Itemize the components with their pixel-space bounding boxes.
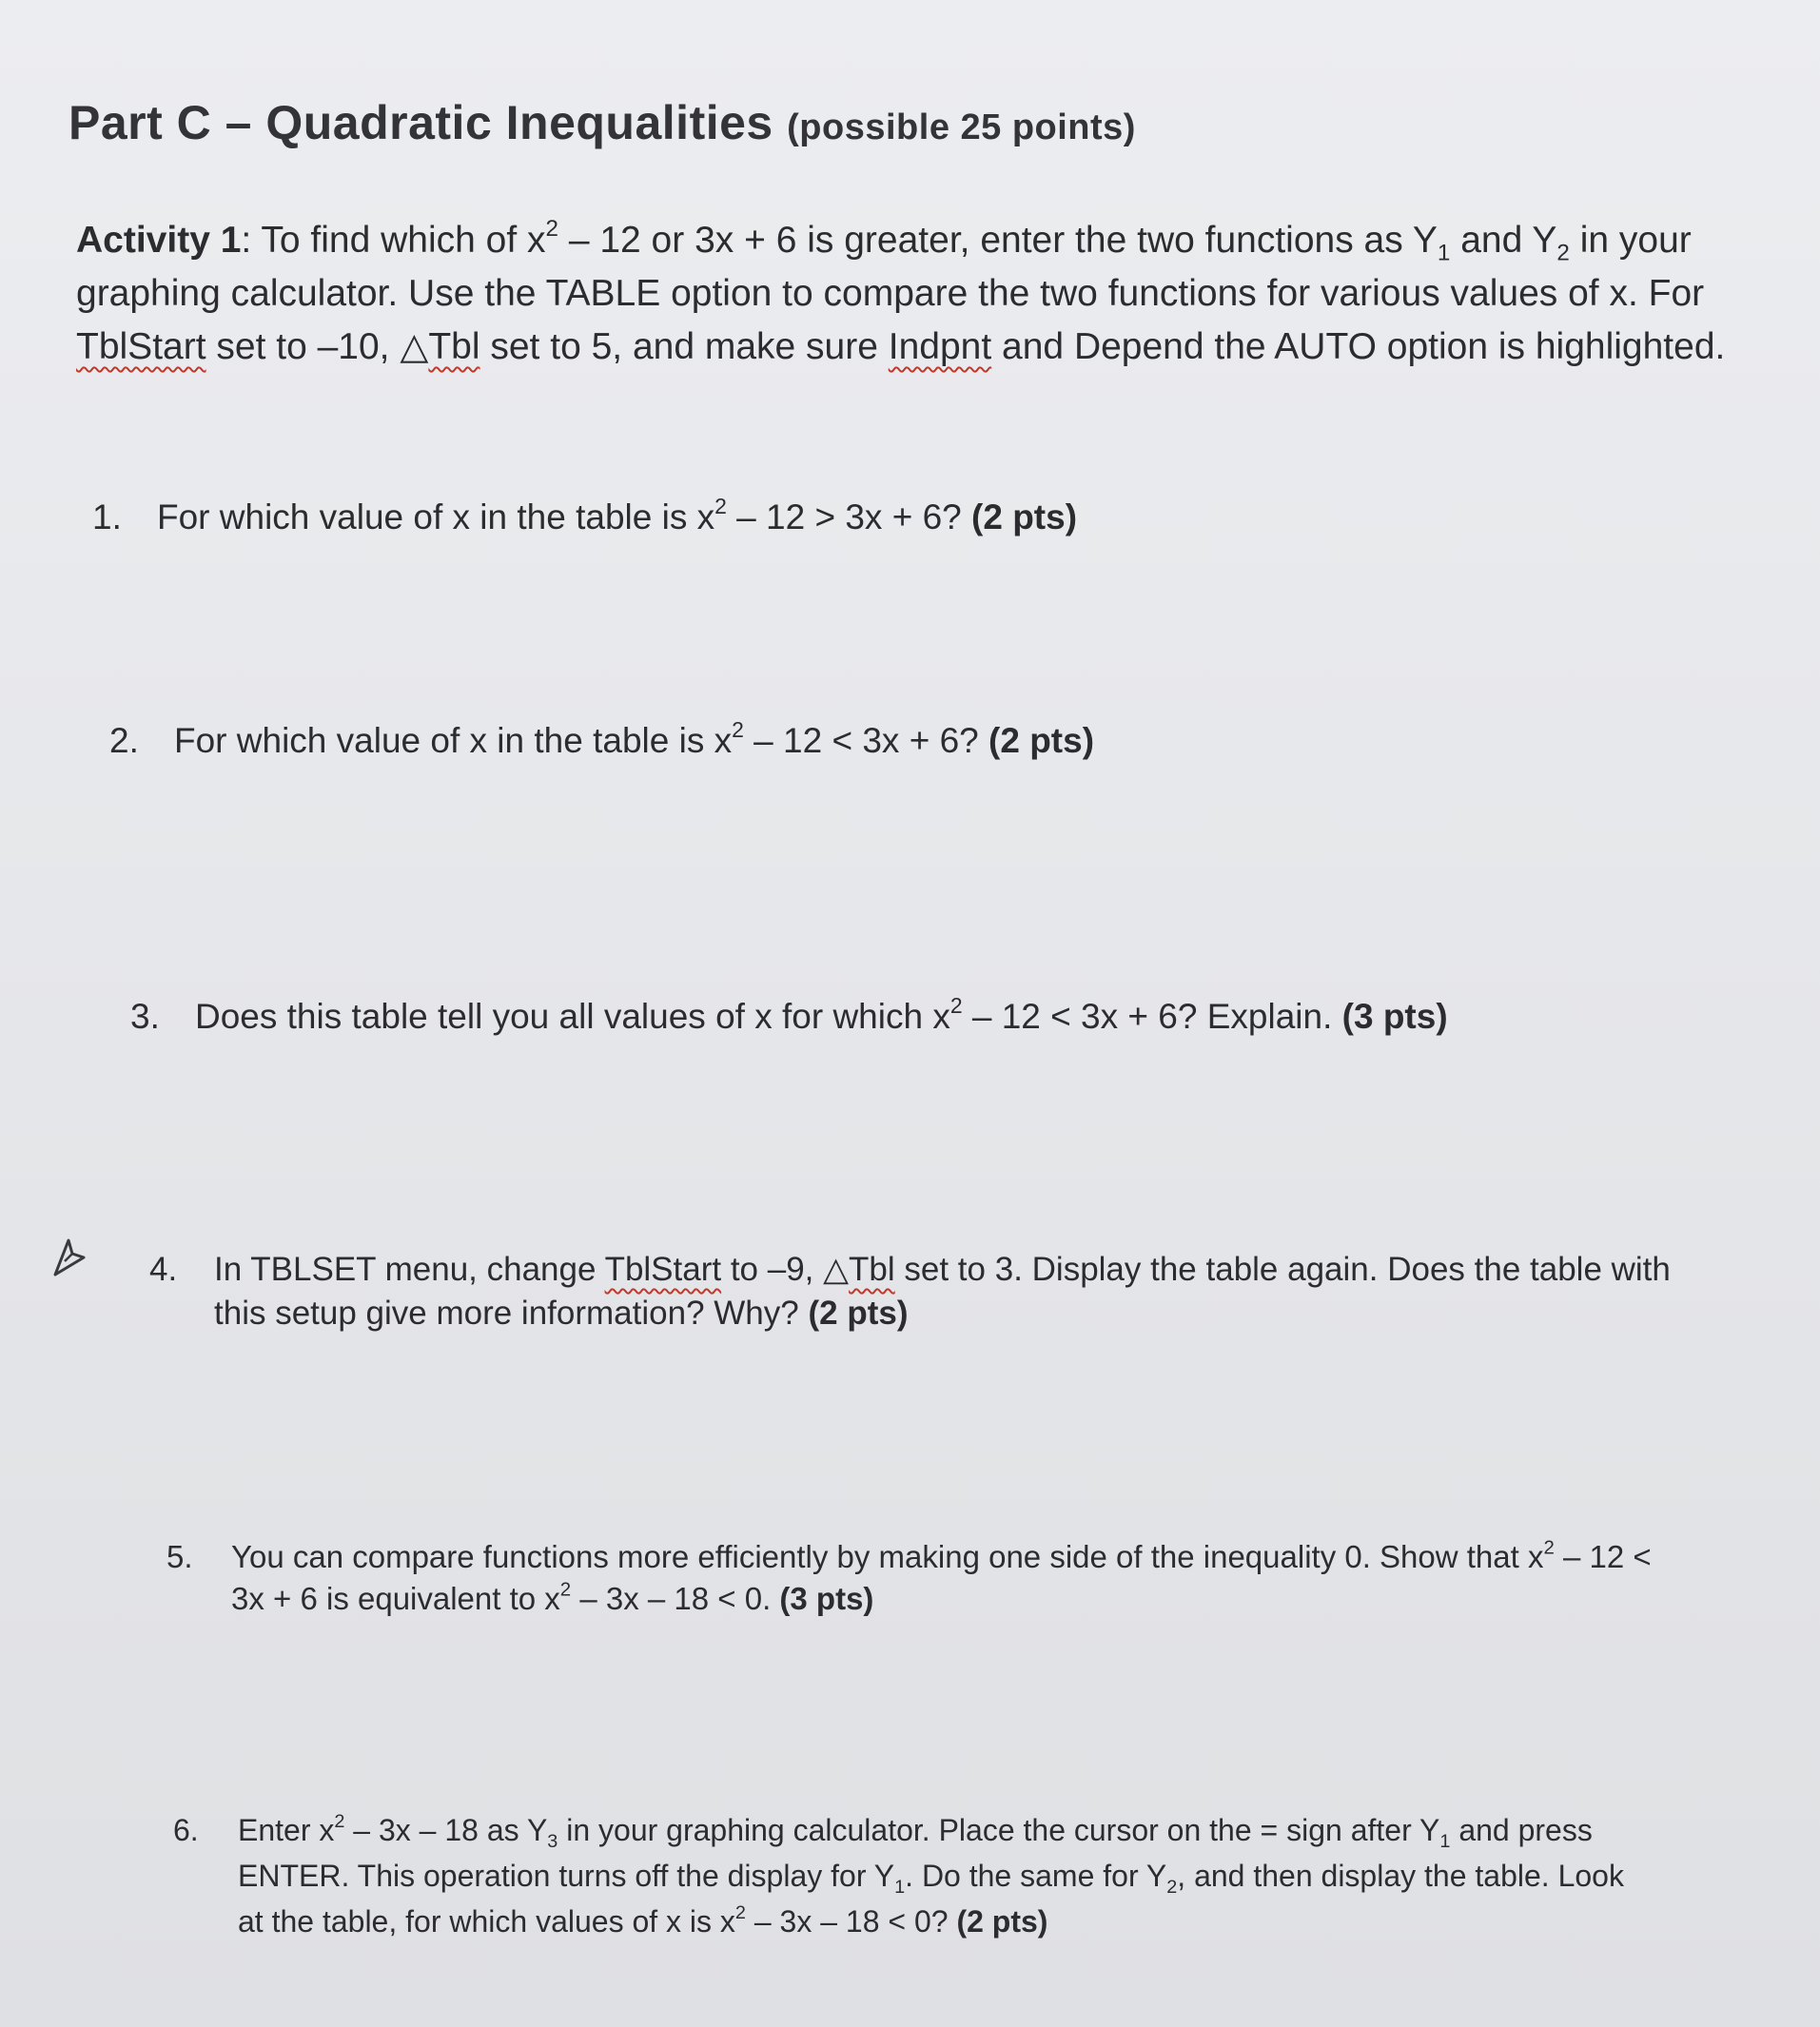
intro-text-1: : To find which of x — [241, 220, 546, 261]
question-6-subscript-2: 2 — [1166, 1876, 1178, 1898]
question-3-exponent: 2 — [949, 992, 963, 1018]
question-2-number: 2. — [109, 721, 139, 760]
question-2-exponent: 2 — [732, 716, 744, 742]
intro-tbl: Tbl — [428, 326, 480, 367]
title-points: (possible 25 points) — [787, 107, 1136, 147]
activity-label: Activity 1 — [76, 220, 242, 261]
question-6-text-a: Enter x — [238, 1813, 335, 1847]
question-6-subscript-1b: 1 — [894, 1876, 906, 1898]
question-6-text-f: , and then display the table. Look at the table, for which values of x is x — [238, 1859, 1624, 1939]
question-4-text-b: to –9, △ — [721, 1251, 850, 1288]
question-3-text-a: Does this table tell you all values of x for which x — [195, 997, 950, 1036]
intro-text-3: and Y — [1450, 220, 1557, 261]
question-1-text-a: For which value of x in the table is x — [157, 497, 715, 536]
question-4 — [149, 1248, 1698, 1335]
question-3 — [130, 992, 1793, 1040]
intro-indpnt: Indpnt — [888, 326, 992, 367]
question-1-text-b: – 12 > 3x + 6? — [726, 497, 962, 536]
question-3-text-b: – 12 < 3x + 6? Explain. — [962, 997, 1333, 1036]
question-4-tblstart: TblStart — [604, 1251, 722, 1288]
intro-exponent: 2 — [545, 216, 558, 243]
question-5-number: 5. — [166, 1539, 193, 1574]
question-2-text-b: – 12 < 3x + 6? — [743, 721, 979, 760]
question-2-points: (2 pts) — [988, 721, 1095, 760]
question-1-exponent: 2 — [714, 493, 727, 518]
question-1-number: 1. — [92, 497, 122, 536]
question-1 — [92, 493, 1774, 540]
question-6-text-c: in your graphing calculator. Place the cursor on the = sign after Y — [558, 1813, 1440, 1847]
question-5 — [166, 1536, 1658, 1620]
question-5-text-a: You can compare functions more efficiently by making one side of the inequality 0. Show that x — [231, 1539, 1544, 1574]
question-4-points: (2 pts) — [808, 1295, 909, 1332]
question-6-text-g: – 3x – 18 < 0? — [745, 1904, 949, 1939]
question-2-text-a: For which value of x in the table is x — [174, 721, 733, 760]
question-4-text-a: In TBLSET menu, change — [214, 1251, 605, 1288]
question-5-text-b: – 12 < 3x + 6 is equivalent to x — [231, 1539, 1652, 1616]
question-4-number: 4. — [149, 1251, 178, 1288]
question-5-points: (3 pts) — [779, 1581, 874, 1616]
question-6-text-b: – 3x – 18 as Y — [344, 1813, 548, 1847]
question-2 — [109, 716, 1782, 764]
page-title — [68, 95, 1136, 150]
question-3-points: (3 pts) — [1341, 997, 1448, 1036]
question-4-text-c: set to 3. Display the table again. Does the table with this setup give more information? Why? — [214, 1251, 1671, 1332]
question-4-tbl: Tbl — [849, 1251, 895, 1288]
question-6-subscript-1: 1 — [1439, 1830, 1451, 1852]
question-5-exponent-1: 2 — [1543, 1536, 1555, 1559]
question-6-points: (2 pts) — [956, 1904, 1048, 1939]
question-6-exponent-1: 2 — [334, 1811, 345, 1833]
intro-text-2: – 12 or 3x + 6 is greater, enter the two functions as Y — [558, 220, 1438, 261]
intro-subscript-1: 1 — [1437, 240, 1451, 266]
intro-text-4: in your graphing calculator. Use the TABLE option to compare the two functions for various values of x. For — [76, 220, 1705, 314]
question-6-text-d: and press ENTER. This operation turns off the display for Y — [238, 1813, 1593, 1893]
question-5-text-c: – 3x – 18 < 0. — [571, 1581, 772, 1616]
question-6-number: 6. — [173, 1813, 199, 1847]
question-3-number: 3. — [130, 997, 160, 1036]
question-6-subscript-3: 3 — [547, 1830, 558, 1852]
question-1-points: (2 pts) — [971, 497, 1078, 536]
question-6 — [173, 1807, 1646, 1944]
intro-text-6: set to 5, and make sure — [479, 326, 889, 367]
question-6-text-e: . Do the same for Y — [905, 1859, 1167, 1893]
mouse-pointer-icon — [49, 1237, 88, 1278]
intro-text-7: and Depend the AUTO option is highlighted. — [991, 326, 1726, 367]
intro-subscript-2: 2 — [1556, 240, 1570, 266]
question-5-exponent-2: 2 — [559, 1578, 572, 1601]
intro-text-5: set to –10, △ — [205, 326, 429, 367]
intro-tblstart: TblStart — [76, 326, 206, 367]
question-6-exponent-2: 2 — [734, 1902, 746, 1924]
title-main: Part C – Quadratic Inequalities — [68, 96, 773, 149]
activity-intro — [76, 214, 1798, 374]
